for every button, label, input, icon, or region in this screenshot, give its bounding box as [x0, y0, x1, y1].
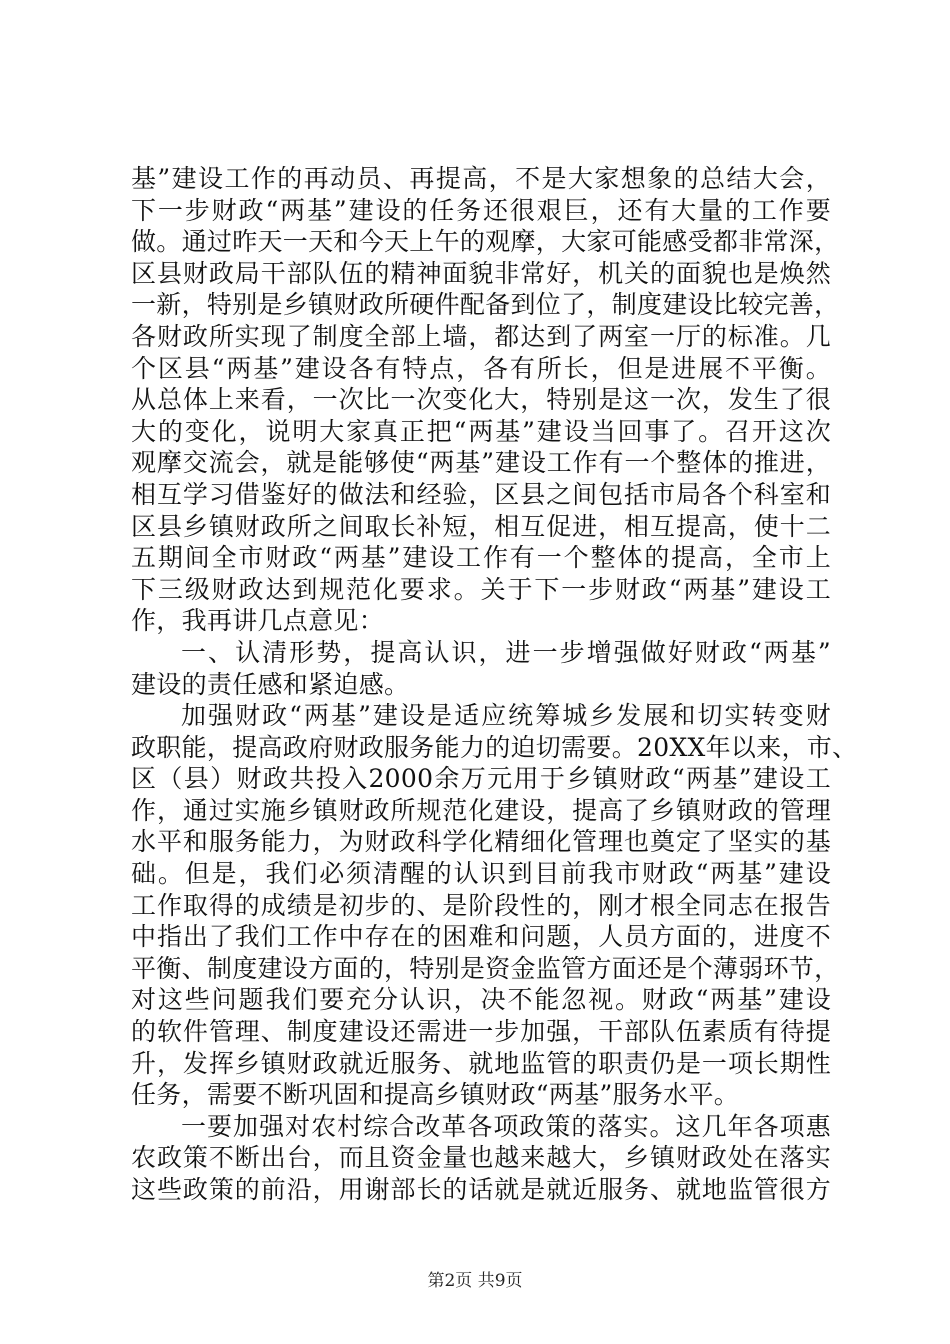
text-line: 下三级财政达到规范化要求。关于下一步财政“两基”建设工 — [131, 574, 831, 604]
text-line: 建设的责任感和紧迫感。 — [131, 669, 410, 699]
text-line: 础。但是，我们必须清醒的认识到目前我市财政“两基”建设 — [131, 859, 831, 889]
text-line: 中指出了我们工作中存在的困难和问题，人员方面的，进度不 — [131, 922, 831, 952]
text-line: 做。通过昨天一天和今天上午的观摩，大家可能感受都非常深， — [131, 227, 840, 257]
text-line: 相互学习借鉴好的做法和经验，区县之间包括市局各个科室和 — [131, 479, 831, 509]
text-line: 观摩交流会，就是能够使“两基”建设工作有一个整体的推进， — [131, 448, 831, 478]
text-line: 水平和服务能力，为财政科学化精细化管理也奠定了坚实的基 — [131, 827, 831, 857]
text-line: 平衡、制度建设方面的，特别是资金监管方面还是个薄弱环节， — [131, 953, 840, 983]
text-line: 一、认清形势，提高认识，进一步增强做好财政“两基” — [181, 637, 831, 667]
page-footer: 第2页 共9页 — [427, 1271, 523, 1291]
text-line: 升，发挥乡镇财政就近服务、就地监管的职责仍是一项长期性 — [131, 1048, 831, 1078]
text-line: 任务，需要不断巩固和提高乡镇财政“两基”服务水平。 — [131, 1080, 740, 1110]
text-line: 从总体上来看，一次比一次变化大，特别是这一次，发生了很 — [131, 385, 831, 415]
text-line: 区县财政局干部队伍的精神面貌非常好，机关的面貌也是焕然 — [131, 258, 831, 288]
text-line: 这些政策的前沿，用谢部长的话就是就近服务、就地监管很方 — [131, 1175, 831, 1204]
text-line: 一新，特别是乡镇财政所硬件配备到位了，制度建设比较完善， — [131, 290, 840, 320]
text-line: 作，通过实施乡镇财政所规范化建设，提高了乡镇财政的管理 — [131, 795, 831, 825]
text-line: 加强财政“两基”建设是适应统筹城乡发展和切实转变财 — [181, 701, 831, 731]
text-line: 工作取得的成绩是初步的、是阶段性的，刚才根全同志在报告 — [131, 890, 831, 920]
text-line: 对这些问题我们要充分认识，决不能忽视。财政“两基”建设 — [131, 985, 831, 1015]
text-line: 下一步财政“两基”建设的任务还很艰巨，还有大量的工作要 — [131, 195, 831, 225]
text-line: 区县乡镇财政所之间取长补短，相互促进，相互提高，使十二 — [131, 511, 831, 541]
text-line: 各财政所实现了制度全部上墙，都达到了两室一厅的标准。几 — [131, 321, 831, 351]
text-line: 五期间全市财政“两基”建设工作有一个整体的提高，全市上 — [131, 543, 831, 573]
text-line: 个区县“两基”建设各有特点，各有所长，但是进展不平衡。 — [131, 353, 831, 383]
text-line: 作，我再讲几点意见： — [131, 606, 385, 636]
text-line: 大的变化，说明大家真正把“两基”建设当回事了。召开这次 — [131, 416, 831, 446]
text-line: 农政策不断出台，而且资金量也越来越大，乡镇财政处在落实 — [131, 1143, 831, 1173]
text-line: 区（县）财政共投入2000余万元用于乡镇财政“两基”建设工 — [131, 764, 831, 794]
text-line: 一要加强对农村综合改革各项政策的落实。这几年各项惠 — [181, 1111, 831, 1141]
text-line: 政职能，提高政府财政服务能力的迫切需要。20XX年以来，市、 — [131, 732, 858, 762]
text-line: 的软件管理、制度建设还需进一步加强，干部队伍素质有待提 — [131, 1017, 831, 1047]
body-text — [131, 163, 858, 1206]
text-line: 基”建设工作的再动员、再提高，不是大家想象的总结大会， — [131, 164, 831, 193]
